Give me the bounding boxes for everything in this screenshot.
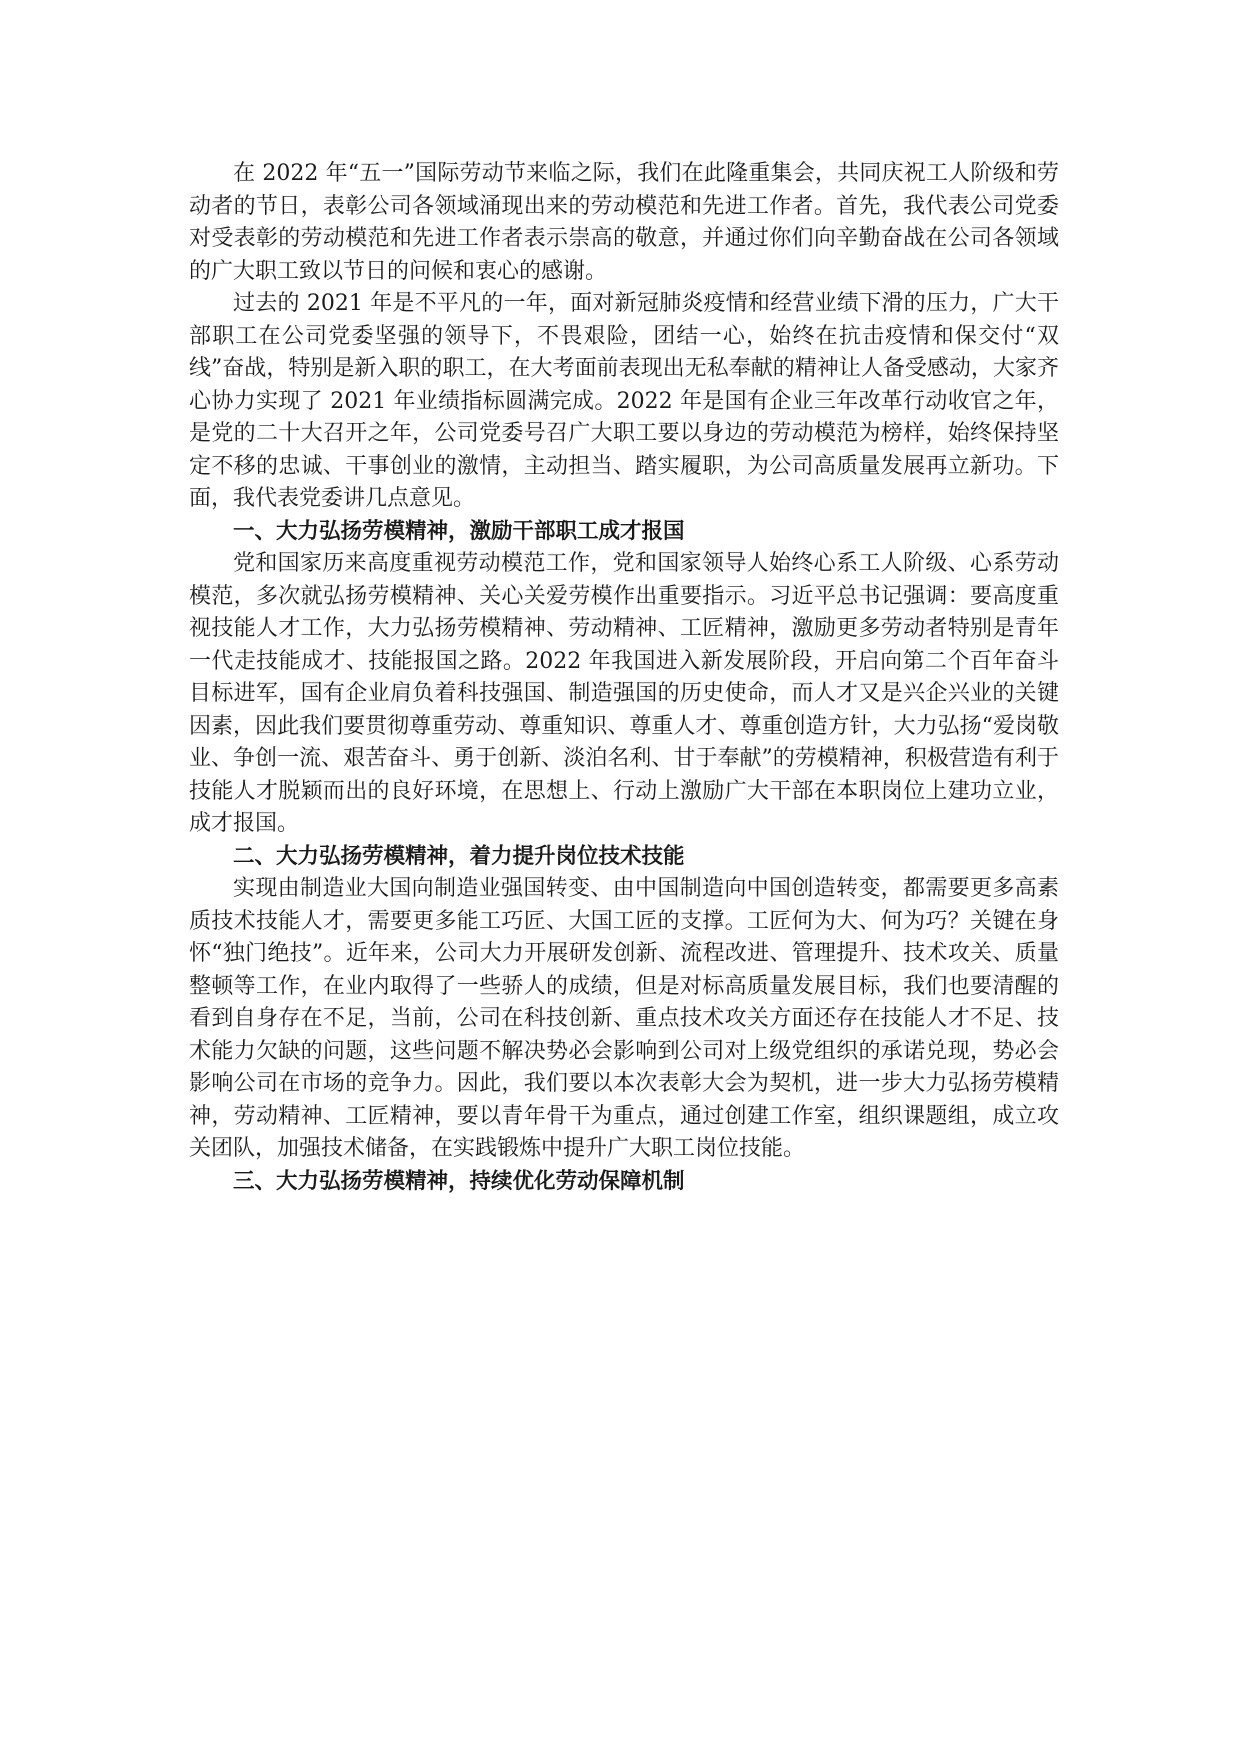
section-2-paragraph: 实现由制造业大国向制造业强国转变、由中国制造向中国创造转变，都需要更多高素质技术技能人才，需要更多能工巧匠、大国工匠的支撑。工匠何为大、何为巧？关键在身怀“独门绝技”。近年来，公司大力开展研发创新、流程改进、管理提升、技术攻关、质量整顿等工作，在业内取得了一些骄人的成绩，但是对标高质量发展目标，我们也要清醒的看到自身存在不足，当前，公司在科技创新、重点技术攻关方面还存在技能人才不足、技术能力欠缺的问题，这些问题不解决势必会影响到公司对上级党组织的承诺兑现，势必会影响公司在市场的竞争力。因此，我们要以本次表彰大会为契机，进一步大力弘扬劳模精神，劳动精神、工匠精神，要以青年骨干为重点，通过创建工作室，组织课题组，成立攻关团队，加强技术储备，在实践锻炼中提升广大职工岗位技能。 <box>189 876 1059 1161</box>
section-heading-1: 一、大力弘扬劳模精神，激励干部职工成才报国 <box>233 518 685 544</box>
review-paragraph: 过去的 2021 年是不平凡的一年，面对新冠肺炎疫情和经营业绩下滑的压力，广大干部职工在公司党委坚强的领导下，不畏艰险，团结一心，始终在抗击疫情和保交付“双线”奋战，特别是新入职的职工，在大考面前表现出无私奉献的精神让人备受感动，大家齐心协力实现了 2021 年业绩指标圆满完成。2022 年是国有企业三年改革行动收官之年，是党的二十大召开之年，公司党委号召广大职工要以身边的劳动模范为榜样，始终保持坚定不移的忠诚、干事创业的激情，主动担当、踏实履职，为公司高质量发展再立新功。下面，我代表党委讲几点意见。 <box>189 291 1059 511</box>
section-1-paragraph: 党和国家历来高度重视劳动模范工作，党和国家领导人始终心系工人阶级、心系劳动模范，多次就弘扬劳模精神、关心关爱劳模作出重要指示。习近平总书记强调：要高度重视技能人才工作，大力弘扬劳模精神、劳动精神、工匠精神，激励更多劳动者特别是青年一代走技能成才、技能报国之路。2022 年我国进入新发展阶段，开启向第二个百年奋斗目标进军，国有企业肩负着科技强国、制造强国的历史使命，而人才又是兴企兴业的关键因素，因此我们要贯彻尊重劳动、尊重知识、尊重人才、尊重创造方针，大力弘扬“爱岗敬业、争创一流、艰苦奋斗、勇于创新、淡泊名利、甘于奉献”的劳模精神，积极营造有利于技能人才脱颖而出的良好环境，在思想上、行动上激励广大干部在本职岗位上建功立业，成才报国。 <box>189 551 1059 836</box>
intro-paragraph: 在 2022 年“五一”国际劳动节来临之际，我们在此隆重集会，共同庆祝工人阶级和劳动者的节日，表彰公司各领域涌现出来的劳动模范和先进工作者。首先，我代表公司党委对受表彰的劳动模范和先进工作者表示崇高的敬意，并通过你们向辛勤奋战在公司各领域的广大职工致以节日的问候和衷心的感谢。 <box>189 161 1059 284</box>
section-heading-2: 二、大力弘扬劳模精神，着力提升岗位技术技能 <box>233 843 685 869</box>
section-heading-3: 三、大力弘扬劳模精神，持续优化劳动保障机制 <box>233 1168 685 1194</box>
document-body <box>189 158 1059 1198</box>
